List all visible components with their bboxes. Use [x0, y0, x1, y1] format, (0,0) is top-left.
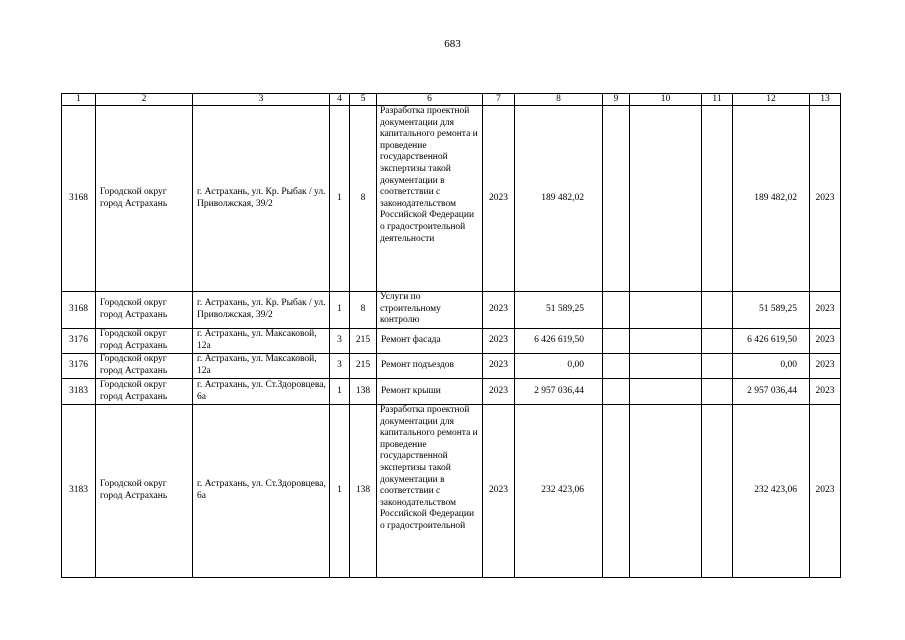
work-type: Услуги по строительному контролю — [377, 292, 483, 329]
record-id: 3168 — [62, 292, 96, 329]
address: г. Астрахань, ул. Ст.Здоровцева, 6а — [193, 379, 330, 405]
year: 2023 — [483, 379, 515, 405]
address: г. Астрахань, ул. Кр. Рыбак / ул. Приволжская, 39/2 — [193, 292, 330, 329]
completion-year: 2023 — [810, 292, 841, 329]
municipality: Городской округ город Астрахань — [96, 354, 193, 379]
col-4-value: 1 — [330, 379, 350, 405]
address: г. Астрахань, ул. Максаковой, 12а — [193, 329, 330, 354]
col-11-value — [702, 106, 733, 292]
col-5-value: 138 — [350, 405, 377, 578]
year: 2023 — [483, 329, 515, 354]
municipality: Городской округ город Астрахань — [96, 405, 193, 578]
municipality: Городской округ город Астрахань — [96, 379, 193, 405]
total-cost: 189 482,02 — [515, 106, 603, 292]
completion-year: 2023 — [810, 106, 841, 292]
col-9-value — [603, 329, 630, 354]
col-4-value: 3 — [330, 354, 350, 379]
work-type-cell — [377, 405, 483, 578]
completion-year: 2023 — [810, 379, 841, 405]
col-4-value: 1 — [330, 106, 350, 292]
funding-amount: 232 423,06 — [733, 405, 810, 578]
total-cost: 6 426 619,50 — [515, 329, 603, 354]
year: 2023 — [483, 354, 515, 379]
col-11-value — [702, 292, 733, 329]
page-number: 683 — [444, 38, 461, 50]
col-10-value — [630, 329, 702, 354]
column-number-7: 7 — [483, 94, 515, 106]
funding-amount: 2 957 036,44 — [733, 379, 810, 405]
column-number-12: 12 — [733, 94, 810, 106]
col-5-value: 215 — [350, 354, 377, 379]
col-4-value: 1 — [330, 292, 350, 329]
municipality: Городской округ город Астрахань — [96, 106, 193, 292]
column-number-6: 6 — [377, 94, 483, 106]
column-number-11: 11 — [702, 94, 733, 106]
completion-year: 2023 — [810, 405, 841, 578]
col-9-value — [603, 354, 630, 379]
col-11-value — [702, 405, 733, 578]
column-number-1: 1 — [62, 94, 96, 106]
record-id: 3176 — [62, 329, 96, 354]
col-9-value — [603, 405, 630, 578]
total-cost: 232 423,06 — [515, 405, 603, 578]
table-header-row — [62, 94, 841, 106]
col-5-value: 138 — [350, 379, 377, 405]
col-5-value: 8 — [350, 106, 377, 292]
table-row — [62, 329, 841, 354]
col-11-value — [702, 354, 733, 379]
total-cost: 2 957 036,44 — [515, 379, 603, 405]
funding-amount: 51 589,25 — [733, 292, 810, 329]
col-9-value — [603, 106, 630, 292]
col-4-value: 3 — [330, 329, 350, 354]
total-cost: 0,00 — [515, 354, 603, 379]
col-5-value: 8 — [350, 292, 377, 329]
municipality: Городской округ город Астрахань — [96, 329, 193, 354]
year: 2023 — [483, 106, 515, 292]
column-number-13: 13 — [810, 94, 841, 106]
work-type: Разработка проектной документации для капитального ремонта и проведение государственной экспертизы такой документации в соответствии с законодательством Российской Федерации о градостроительной деятельности — [377, 106, 483, 292]
funding-amount: 0,00 — [733, 354, 810, 379]
col-10-value — [630, 106, 702, 292]
col-10-value — [630, 405, 702, 578]
table-row — [62, 379, 841, 405]
repair-plan-table — [61, 93, 841, 578]
col-11-value — [702, 379, 733, 405]
record-id: 3168 — [62, 106, 96, 292]
work-type: Разработка проектной документации для капитального ремонта и проведение государственной экспертизы такой документации в соответствии с законодательством Российской Федерации о градостроительной — [380, 405, 478, 531]
record-id: 3183 — [62, 379, 96, 405]
total-cost: 51 589,25 — [515, 292, 603, 329]
record-id: 3176 — [62, 354, 96, 379]
funding-amount: 6 426 619,50 — [733, 329, 810, 354]
table-row — [62, 106, 841, 292]
column-number-5: 5 — [350, 94, 377, 106]
work-type: Ремонт фасада — [377, 329, 483, 354]
completion-year: 2023 — [810, 354, 841, 379]
completion-year: 2023 — [810, 329, 841, 354]
column-number-2: 2 — [96, 94, 193, 106]
col-10-value — [630, 292, 702, 329]
municipality: Городской округ город Астрахань — [96, 292, 193, 329]
col-10-value — [630, 354, 702, 379]
table-row — [62, 405, 841, 578]
column-number-10: 10 — [630, 94, 702, 106]
address: г. Астрахань, ул. Кр. Рыбак / ул. Приволжская, 39/2 — [193, 106, 330, 292]
col-4-value: 1 — [330, 405, 350, 578]
col-10-value — [630, 379, 702, 405]
address: г. Астрахань, ул. Максаковой, 12а — [193, 354, 330, 379]
col-11-value — [702, 329, 733, 354]
column-number-4: 4 — [330, 94, 350, 106]
column-number-3: 3 — [193, 94, 330, 106]
funding-amount: 189 482,02 — [733, 106, 810, 292]
col-5-value: 215 — [350, 329, 377, 354]
year: 2023 — [483, 405, 515, 578]
column-number-8: 8 — [515, 94, 603, 106]
address: г. Астрахань, ул. Ст.Здоровцева, 6а — [193, 405, 330, 578]
work-type: Ремонт подъездов — [377, 354, 483, 379]
table-row — [62, 292, 841, 329]
col-9-value — [603, 379, 630, 405]
column-number-9: 9 — [603, 94, 630, 106]
col-9-value — [603, 292, 630, 329]
work-type: Ремонт крыши — [377, 379, 483, 405]
year: 2023 — [483, 292, 515, 329]
record-id: 3183 — [62, 405, 96, 578]
table-row — [62, 354, 841, 379]
